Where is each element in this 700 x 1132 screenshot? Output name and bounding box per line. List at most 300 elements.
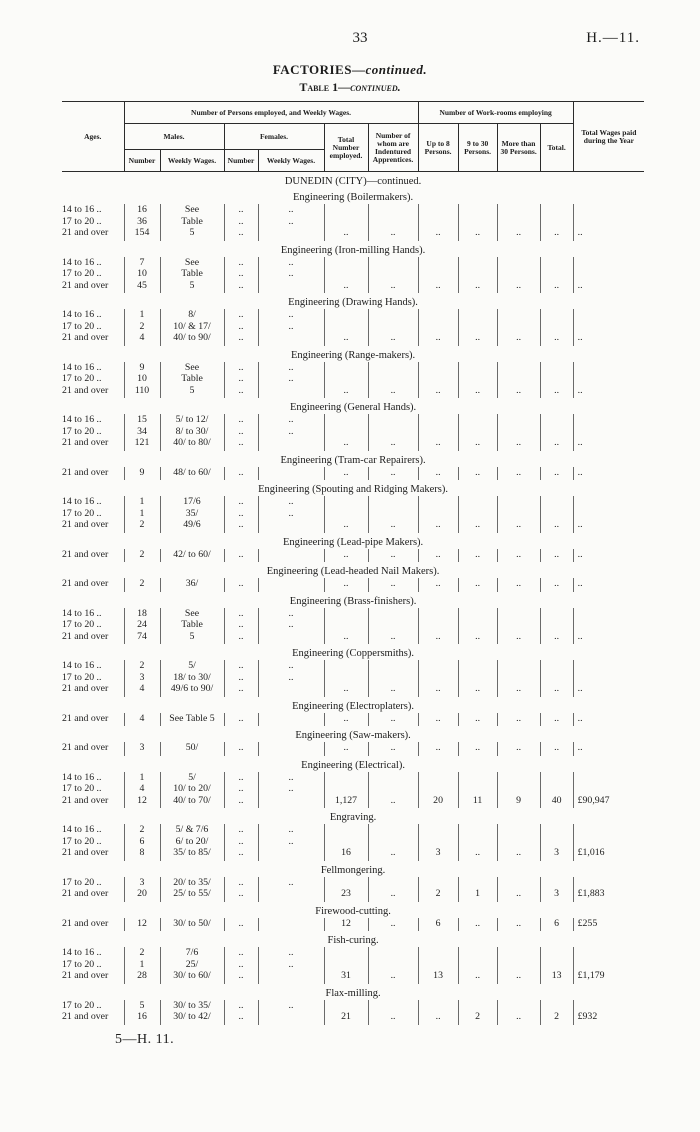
table-cell xyxy=(258,467,324,481)
table-cell: .. xyxy=(324,631,368,645)
table-cell: .. xyxy=(418,280,458,294)
table-cell: .. xyxy=(368,795,418,809)
table-cell: .. xyxy=(224,216,258,228)
table-cell: 2 xyxy=(124,321,160,333)
col-males: Males. xyxy=(124,124,224,150)
table-cell xyxy=(324,216,368,228)
table-cell: 25/ xyxy=(160,959,224,971)
table-cell: .. xyxy=(224,426,258,438)
table-cell: 21 and over xyxy=(62,519,109,530)
section-title-row xyxy=(62,756,644,772)
table-cell: 24 xyxy=(124,619,160,631)
table-cell: .. xyxy=(368,332,418,346)
section-title: Engineering (Brass-finishers). xyxy=(289,595,417,607)
table-cell: .. xyxy=(224,947,258,959)
table-cell: .. xyxy=(324,332,368,346)
table-row xyxy=(62,631,644,645)
table-cell: 17 to 20 .. xyxy=(62,425,102,437)
table-cell: £1,179 xyxy=(573,970,644,984)
col-females-number: Number xyxy=(224,150,258,172)
table-cell: .. xyxy=(224,280,258,294)
table-cell: 20/ to 35/ xyxy=(160,877,224,889)
table-cell xyxy=(497,426,540,438)
table-cell: .. xyxy=(258,321,324,333)
table-cell: .. xyxy=(224,309,258,321)
table-cell xyxy=(573,619,644,631)
table-cell: 6/ to 20/ xyxy=(160,836,224,848)
table-cell: 36/ xyxy=(160,578,224,592)
table-cell xyxy=(540,362,573,374)
table-row xyxy=(62,332,644,346)
table-cell: 5 xyxy=(160,227,224,241)
table-cell: 30/ to 60/ xyxy=(160,970,224,984)
table-cell: .. xyxy=(458,385,497,399)
table-cell xyxy=(540,836,573,848)
table-cell: .. xyxy=(368,888,418,902)
table-cell: .. xyxy=(258,508,324,520)
table-cell: .. xyxy=(458,713,497,727)
table-cell: .. xyxy=(224,467,258,481)
table-cell: .. xyxy=(458,631,497,645)
table-cell: 5/ xyxy=(160,660,224,672)
table-cell: .. xyxy=(540,280,573,294)
table-cell xyxy=(540,414,573,426)
page-heading xyxy=(0,62,700,78)
table-cell xyxy=(497,496,540,508)
table-cell: .. xyxy=(258,426,324,438)
table-cell xyxy=(497,608,540,620)
table-cell xyxy=(573,321,644,333)
table-cell xyxy=(368,660,418,672)
table-cell: .. xyxy=(497,332,540,346)
table-cell: .. xyxy=(497,280,540,294)
table-cell: .. xyxy=(224,683,258,697)
table-cell: .. xyxy=(224,519,258,533)
table-cell xyxy=(368,268,418,280)
table-cell: 74 xyxy=(124,631,160,645)
table-row xyxy=(62,362,644,374)
table-cell xyxy=(497,824,540,836)
table-cell xyxy=(324,1000,368,1012)
table-cell xyxy=(368,426,418,438)
table-cell: .. xyxy=(258,268,324,280)
table-cell: .. xyxy=(540,437,573,451)
table-row xyxy=(62,385,644,399)
table-cell xyxy=(497,321,540,333)
table-cell xyxy=(540,426,573,438)
table-cell xyxy=(497,1000,540,1012)
table-cell: .. xyxy=(324,578,368,592)
table-cell: .. xyxy=(224,508,258,520)
table-cell: .. xyxy=(418,549,458,563)
table-cell: 9 xyxy=(124,467,160,481)
table-cell xyxy=(368,496,418,508)
table-cell xyxy=(458,373,497,385)
table-cell xyxy=(497,362,540,374)
table-cell: 14 to 16 .. xyxy=(62,496,102,507)
table-cell: 4 xyxy=(124,713,160,727)
table-cell xyxy=(458,268,497,280)
table-cell: 45 xyxy=(124,280,160,294)
table-cell: .. xyxy=(497,742,540,756)
table-cell xyxy=(458,672,497,684)
table-cell: .. xyxy=(224,959,258,971)
table-cell: 10 xyxy=(124,373,160,385)
table-row xyxy=(62,619,644,631)
table-cell xyxy=(497,959,540,971)
table-cell xyxy=(368,1000,418,1012)
table-cell xyxy=(497,204,540,216)
table-cell: 1 xyxy=(124,772,160,784)
table-cell: 17 to 20 .. xyxy=(62,320,102,332)
table-cell xyxy=(458,496,497,508)
table-cell: .. xyxy=(497,970,540,984)
table-cell: .. xyxy=(497,519,540,533)
table-cell: 2 xyxy=(458,1011,497,1025)
table-cell xyxy=(258,970,324,984)
table-cell: .. xyxy=(224,204,258,216)
table-cell: 16 xyxy=(324,847,368,861)
table-cell xyxy=(458,414,497,426)
table-cell: 5/ xyxy=(160,772,224,784)
table-cell: .. xyxy=(258,772,324,784)
table-cell: .. xyxy=(224,227,258,241)
section-title-row xyxy=(62,861,644,877)
table-cell xyxy=(324,877,368,889)
table-cell: £1,016 xyxy=(573,847,644,861)
table-cell xyxy=(418,508,458,520)
table-cell: .. xyxy=(224,268,258,280)
section-title-row xyxy=(62,346,644,362)
table-cell xyxy=(573,508,644,520)
section-title-row xyxy=(62,902,644,918)
table-cell: 7 xyxy=(124,257,160,269)
table-cell: .. xyxy=(458,467,497,481)
col-males-number: Number xyxy=(124,150,160,172)
table-cell xyxy=(573,947,644,959)
table-cell xyxy=(540,619,573,631)
table-cell: .. xyxy=(368,713,418,727)
table-cell: .. xyxy=(224,877,258,889)
table-cell xyxy=(458,321,497,333)
table-cell: 2 xyxy=(124,947,160,959)
table-cell: .. xyxy=(497,467,540,481)
table-row xyxy=(62,1011,644,1025)
table-cell: .. xyxy=(458,847,497,861)
table-cell: .. xyxy=(573,742,644,756)
section-title: Engineering (Coppersmiths). xyxy=(292,648,415,659)
table-cell: .. xyxy=(497,683,540,697)
table-cell: .. xyxy=(368,519,418,533)
table-cell xyxy=(458,877,497,889)
table-row xyxy=(62,280,644,294)
table-cell xyxy=(497,672,540,684)
table-cell xyxy=(418,257,458,269)
table-row xyxy=(62,742,644,756)
table-cell: 21 and over xyxy=(62,630,109,642)
table-row xyxy=(62,660,644,672)
table-cell: .. xyxy=(458,332,497,346)
table-cell xyxy=(458,608,497,620)
table-cell: .. xyxy=(224,847,258,861)
table-cell: .. xyxy=(368,549,418,563)
table-row xyxy=(62,426,644,438)
section-title-row xyxy=(62,451,644,467)
table-cell xyxy=(258,549,324,563)
table-cell: 31 xyxy=(324,970,368,984)
table-cell: 4 xyxy=(124,783,160,795)
table-cell: .. xyxy=(224,1011,258,1025)
heading-main-continued: —continued. xyxy=(351,62,428,77)
table-cell xyxy=(497,836,540,848)
table-cell xyxy=(324,836,368,848)
table-cell: .. xyxy=(258,619,324,631)
table-cell: .. xyxy=(224,257,258,269)
table-cell: .. xyxy=(368,742,418,756)
table-cell: .. xyxy=(458,970,497,984)
table-cell: 21 and over xyxy=(62,437,109,448)
page-number: 33 xyxy=(352,30,368,46)
table-cell xyxy=(540,268,573,280)
table-cell xyxy=(368,216,418,228)
table-cell xyxy=(418,824,458,836)
section-title: Engineering (Tram-car Repairers). xyxy=(280,454,426,466)
table-cell: 8/ to 30/ xyxy=(160,426,224,438)
table-cell xyxy=(458,619,497,631)
table-row xyxy=(62,508,644,520)
table-cell: 110 xyxy=(124,385,160,399)
table-cell: 14 to 16 .. xyxy=(62,607,102,619)
table-cell xyxy=(573,268,644,280)
table-row xyxy=(62,496,644,508)
table-cell: 17 to 20 .. xyxy=(62,783,102,794)
table-cell xyxy=(573,772,644,784)
table-cell: 1,127 xyxy=(324,795,368,809)
table-cell xyxy=(368,373,418,385)
table-cell: .. xyxy=(540,742,573,756)
table-cell: .. xyxy=(258,660,324,672)
table-row xyxy=(62,321,644,333)
table-cell: .. xyxy=(224,321,258,333)
table-cell: .. xyxy=(573,549,644,563)
table-cell xyxy=(324,496,368,508)
table-cell: 3 xyxy=(540,888,573,902)
table-cell xyxy=(458,362,497,374)
section-title: Flax-milling. xyxy=(325,987,381,999)
table-cell: 17 to 20 .. xyxy=(62,671,102,683)
table-cell xyxy=(540,257,573,269)
table-cell xyxy=(458,959,497,971)
section-title-row xyxy=(62,592,644,608)
col-females-wages: Weekly Wages. xyxy=(258,150,324,172)
table-cell xyxy=(458,824,497,836)
section-title: Engineering (General Hands). xyxy=(289,402,417,413)
table-cell xyxy=(418,414,458,426)
table-cell: .. xyxy=(258,877,324,889)
table-row xyxy=(62,847,644,861)
table-row xyxy=(62,836,644,848)
table-cell: .. xyxy=(224,824,258,836)
table-cell: .. xyxy=(324,385,368,399)
table-cell: .. xyxy=(258,672,324,684)
table-cell: 14 to 16 .. xyxy=(62,824,102,835)
table-cell xyxy=(418,204,458,216)
table-cell: .. xyxy=(368,631,418,645)
table-cell: 9 xyxy=(124,362,160,374)
page-reference: H.—11. xyxy=(586,30,640,46)
table-cell xyxy=(540,772,573,784)
table-cell xyxy=(497,783,540,795)
table-cell: .. xyxy=(324,713,368,727)
table-cell: .. xyxy=(540,227,573,241)
table-cell xyxy=(573,608,644,620)
table-cell: .. xyxy=(258,216,324,228)
table-cell: .. xyxy=(540,332,573,346)
table-cell: 14 to 16 .. xyxy=(62,660,102,671)
table-cell: 10 xyxy=(124,268,160,280)
table-cell xyxy=(458,204,497,216)
table-cell: See xyxy=(160,257,224,269)
section-title: Engineering (Saw-makers). xyxy=(295,730,411,741)
table-cell: .. xyxy=(224,1000,258,1012)
table-cell: £90,947 xyxy=(573,795,644,809)
section-title-row xyxy=(62,172,644,189)
table-cell: .. xyxy=(224,332,258,346)
table-cell xyxy=(324,959,368,971)
table-cell: .. xyxy=(418,332,458,346)
table-cell: 36 xyxy=(124,216,160,228)
table-cell: £932 xyxy=(573,1011,644,1025)
table-cell: 35/ xyxy=(160,508,224,520)
table-heading xyxy=(0,80,700,95)
table-cell: 2 xyxy=(124,824,160,836)
table-cell: 23 xyxy=(324,888,368,902)
table-cell: .. xyxy=(497,847,540,861)
table-cell xyxy=(497,414,540,426)
table-cell xyxy=(540,672,573,684)
table-cell xyxy=(418,362,458,374)
section-title-row xyxy=(62,188,644,204)
table-cell xyxy=(324,619,368,631)
table-cell: Table xyxy=(160,268,224,280)
table-cell: 21 xyxy=(324,1011,368,1025)
table-cell: .. xyxy=(368,683,418,697)
table-row xyxy=(62,216,644,228)
table-cell: .. xyxy=(224,414,258,426)
table-row xyxy=(62,608,644,620)
table-cell xyxy=(540,660,573,672)
table-cell: 1 xyxy=(124,496,160,508)
table-cell xyxy=(573,959,644,971)
table-cell: 13 xyxy=(418,970,458,984)
section-title-row xyxy=(62,984,644,1000)
table-cell: 21 and over xyxy=(62,847,109,858)
table-cell xyxy=(324,362,368,374)
section-title: Engineering (Lead-headed Nail Makers). xyxy=(266,566,440,577)
table-cell xyxy=(418,268,458,280)
table-cell: .. xyxy=(458,578,497,592)
table-cell: .. xyxy=(573,631,644,645)
table-cell: 121 xyxy=(124,437,160,451)
table-cell: .. xyxy=(258,373,324,385)
table-title: Table 1 xyxy=(299,80,339,94)
table-cell: .. xyxy=(368,227,418,241)
table-cell: See xyxy=(160,608,224,620)
table-cell: .. xyxy=(324,519,368,533)
table-cell: .. xyxy=(368,1011,418,1025)
table-cell: .. xyxy=(497,1011,540,1025)
table-cell: .. xyxy=(224,608,258,620)
table-cell: 21 and over xyxy=(62,970,109,981)
table-cell: .. xyxy=(458,437,497,451)
table-cell xyxy=(573,216,644,228)
table-cell xyxy=(497,257,540,269)
table-cell: 14 to 16 .. xyxy=(62,309,102,320)
table-cell xyxy=(324,783,368,795)
table-cell xyxy=(368,783,418,795)
table-title-continued: —continued. xyxy=(338,80,401,94)
table-cell: 12 xyxy=(124,918,160,932)
table-cell: .. xyxy=(418,227,458,241)
table-cell: 21 and over xyxy=(62,683,109,694)
table-cell: See Table 5 xyxy=(160,713,224,727)
table-cell xyxy=(418,672,458,684)
table-cell: 21 and over xyxy=(62,742,109,753)
table-cell xyxy=(540,824,573,836)
table-cell: .. xyxy=(418,385,458,399)
table-cell: .. xyxy=(540,578,573,592)
table-cell: 21 and over xyxy=(62,917,109,929)
table-cell: 48/ to 60/ xyxy=(160,467,224,481)
table-cell xyxy=(458,783,497,795)
table-cell: .. xyxy=(573,385,644,399)
table-cell xyxy=(324,426,368,438)
table-cell: .. xyxy=(497,385,540,399)
table-cell: 40/ to 80/ xyxy=(160,437,224,451)
table-cell xyxy=(540,1000,573,1012)
footer-reference: 5—H. 11. xyxy=(115,1032,175,1047)
table-cell: 20 xyxy=(418,795,458,809)
table-cell: .. xyxy=(458,918,497,932)
table-cell: 21 and over xyxy=(62,578,109,589)
table-cell: 16 xyxy=(124,1011,160,1025)
table-cell: .. xyxy=(540,713,573,727)
table-cell: 2 xyxy=(124,549,160,563)
table-cell: .. xyxy=(418,713,458,727)
table-cell: .. xyxy=(497,437,540,451)
table-cell: .. xyxy=(573,519,644,533)
section-title-row xyxy=(62,398,644,414)
table-cell: .. xyxy=(458,280,497,294)
table-cell: Table xyxy=(160,216,224,228)
table-cell xyxy=(368,672,418,684)
table-row xyxy=(62,227,644,241)
table-cell: 5/ to 12/ xyxy=(160,414,224,426)
table-cell: 18 xyxy=(124,608,160,620)
table-cell: 49/6 xyxy=(160,519,224,533)
section-title-row xyxy=(62,480,644,496)
table-cell: 15 xyxy=(124,414,160,426)
table-cell xyxy=(458,660,497,672)
table-row xyxy=(62,414,644,426)
table-cell: .. xyxy=(224,631,258,645)
table-cell xyxy=(573,414,644,426)
section-title: Engineering (Range-makers). xyxy=(290,349,416,361)
table-cell: .. xyxy=(258,836,324,848)
table-cell: 11 xyxy=(458,795,497,809)
table-cell xyxy=(258,683,324,697)
table-cell: 10/ & 17/ xyxy=(160,321,224,333)
